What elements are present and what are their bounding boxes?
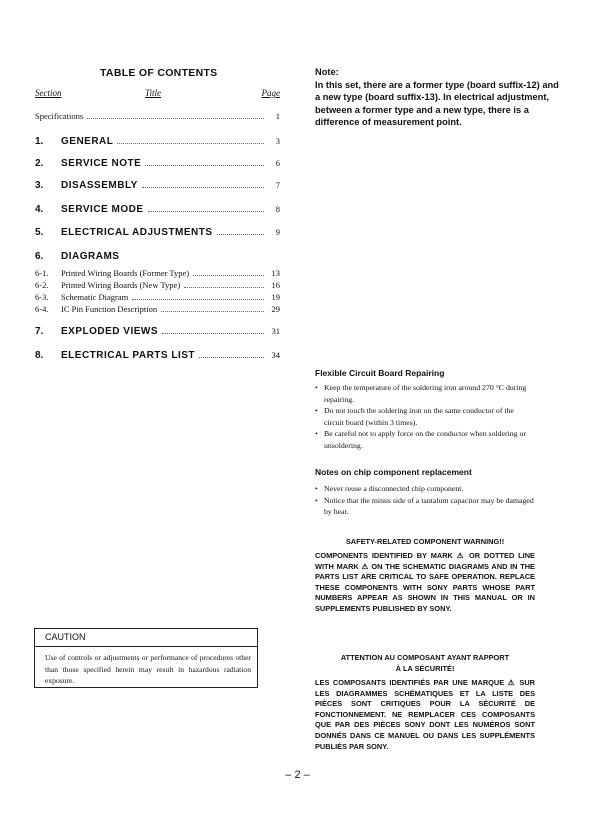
toc-entry-number: 6. (35, 251, 44, 262)
toc-subentry-pwb-new[interactable] (35, 280, 280, 291)
caution-title: CAUTION (45, 632, 86, 642)
safety-warning-text: COMPONENTS IDENTIFIED BY MARK ⚠ OR DOTTED LINE WITH MARK ⚠ ON THE SCHEMATIC DIAGRAMS AND IN THE PARTS LIST ARE CRITICAL TO SAFE OPERATION. REPLACE THESE COMPONENTS WITH SONY PARTS WHOSE PART NUMBERS APPEAR AS SHOWN IN THIS MANUAL OR IN SUPPLEMENTS PUBLISHED BY SONY. (315, 551, 535, 613)
toc-entry-page: 3 (275, 136, 280, 146)
dot-leader (161, 310, 264, 312)
flexible-board-list (315, 382, 535, 451)
attention-text: LES COMPOSANTS IDENTIFIÉS PAR UNE MARQUE ⚠ SUR LES DIAGRAMMES SCHÉMATIQUES ET LA LISTE DES PIÈCES SONT CRITIQUES POUR LA SÉCURITÉ DE FONCTIONNEMENT. NE REMPLACER CES COMPOSANTS QUE PAR DES PIÈCES SONY DONT LES NUMÉROS SONT DONNÉS DANS CE MANUEL OU DANS LES SUPPLÉMENTS PUBLIÉS PAR SONY. (315, 678, 535, 751)
toc-subentry-label: Printed Wiring Boards (Former Type) (61, 268, 190, 278)
section-column-label: Section (35, 88, 62, 98)
toc-subentry-page: 29 (271, 304, 280, 314)
dot-leader (132, 298, 264, 300)
toc-subentry-page: 19 (271, 292, 280, 302)
dot-leader (162, 332, 264, 334)
toc-subentry-label: IC Pin Function Description (61, 304, 158, 314)
note-heading: Note: (315, 67, 339, 77)
toc-entry-page: 9 (275, 227, 280, 237)
note-text: In this set, there are a former type (board suffix-12) and a new type (board suffix-13). In electrical adjustment, between a former type and a new type, there is a difference of measurement point. (315, 79, 559, 127)
list-item: • Keep the temperature of the soldering iron around 270 °C during repairing. (315, 382, 535, 405)
toc-subentry-page: 13 (271, 268, 280, 278)
caution-text: Use of controls or adjustments or performance of procedures other than those specified herein may result in hazardous radiation exposure. (45, 653, 251, 685)
toc-entry-number: 2. (35, 158, 44, 169)
toc-entry-page: 7 (275, 180, 280, 190)
toc-entry-label: GENERAL (61, 136, 114, 147)
toc-entry-service-mode[interactable] (35, 204, 280, 215)
toc-entry-label: ELECTRICAL PARTS LIST (61, 350, 196, 361)
toc-entry-number: 3. (35, 180, 44, 191)
toc-entry-number: 1. (35, 136, 44, 147)
dot-leader (117, 142, 264, 144)
toc-entry-page: 6 (275, 158, 280, 168)
note-block (315, 66, 560, 129)
toc-subentry-number: 6-2. (35, 280, 49, 290)
toc-subentry-number: 6-3. (35, 292, 49, 302)
toc-entry-number: 5. (35, 227, 44, 238)
toc-entry-general[interactable] (35, 136, 280, 147)
toc-entry-page: 31 (271, 326, 280, 336)
page-column-label: Page (261, 88, 280, 98)
toc-subentry-label: Printed Wiring Boards (New Type) (61, 280, 181, 290)
dot-leader (199, 356, 264, 358)
dot-leader (217, 233, 264, 235)
title-column-label: Title (145, 88, 162, 98)
toc-subentry-number: 6-1. (35, 268, 49, 278)
toc-subentry-pwb-former[interactable] (35, 268, 280, 279)
toc-entry-specifications[interactable] (35, 111, 280, 122)
toc-subentry-ic-pin[interactable] (35, 304, 280, 315)
list-item: • Do not touch the soldering iron on the same conductor of the circuit board (within 3 times). (315, 405, 535, 428)
toc-entry-label: ELECTRICAL ADJUSTMENTS (61, 227, 213, 238)
toc-entry-page: 1 (275, 111, 280, 121)
toc-entry-label: SERVICE MODE (61, 204, 144, 215)
dot-leader (142, 186, 264, 188)
toc-entry-label: Specifications (35, 111, 84, 121)
toc-title: TABLE OF CONTENTS (100, 67, 218, 79)
toc-entry-electrical-parts-list[interactable] (35, 350, 280, 361)
toc-entry-label: DIAGRAMS (61, 251, 120, 262)
toc-entry-number: 7. (35, 326, 44, 337)
attention-title-line: ATTENTION AU COMPOSANT AYANT RAPPORT (340, 653, 510, 662)
toc-entry-label: EXPLODED VIEWS (61, 326, 159, 337)
toc-entry-page: 34 (271, 350, 280, 360)
dot-leader (145, 164, 264, 166)
toc-subentry-page: 16 (271, 280, 280, 290)
dot-leader (193, 274, 264, 276)
toc-entry-label: SERVICE NOTE (61, 158, 142, 169)
page-number: – 2 – (285, 769, 310, 781)
list-item: • Notice that the minus side of a tantalum capacitor may be damaged by heat. (315, 495, 535, 518)
toc-subentry-label: Schematic Diagram (61, 292, 129, 302)
toc-column-header (35, 88, 280, 100)
list-item: • Be careful not to apply force on the conductor when soldering or unsoldering. (315, 428, 535, 451)
attention-title-line: À LA SÉCURITÉ! (395, 663, 455, 673)
toc-entry-number: 8. (35, 350, 44, 361)
dot-leader (87, 117, 264, 119)
caution-title-bar (35, 629, 257, 647)
list-item: • Never reuse a disconnected chip component. (315, 483, 535, 495)
toc-subentry-number: 6-4. (35, 304, 49, 314)
toc-entry-exploded-views[interactable] (35, 326, 280, 337)
toc-entry-electrical-adjustments[interactable] (35, 227, 280, 238)
safety-warning-title: SAFETY-RELATED COMPONENT WARNING!! (345, 537, 505, 546)
toc-subentry-schematic[interactable] (35, 292, 280, 303)
toc-entry-diagrams[interactable] (35, 251, 119, 262)
dot-leader (184, 286, 264, 288)
toc-entry-label: DISASSEMBLY (61, 180, 138, 191)
toc-entry-disassembly[interactable] (35, 180, 280, 191)
chip-replacement-heading: Notes on chip component replacement (315, 467, 472, 477)
toc-entry-number: 4. (35, 204, 44, 215)
caution-box (34, 628, 258, 688)
dot-leader (148, 210, 265, 212)
attention-title (315, 653, 535, 674)
flexible-board-heading: Flexible Circuit Board Repairing (315, 368, 445, 378)
toc-entry-page: 8 (275, 204, 280, 214)
chip-replacement-list (315, 483, 535, 518)
toc-entry-service-note[interactable] (35, 158, 280, 169)
